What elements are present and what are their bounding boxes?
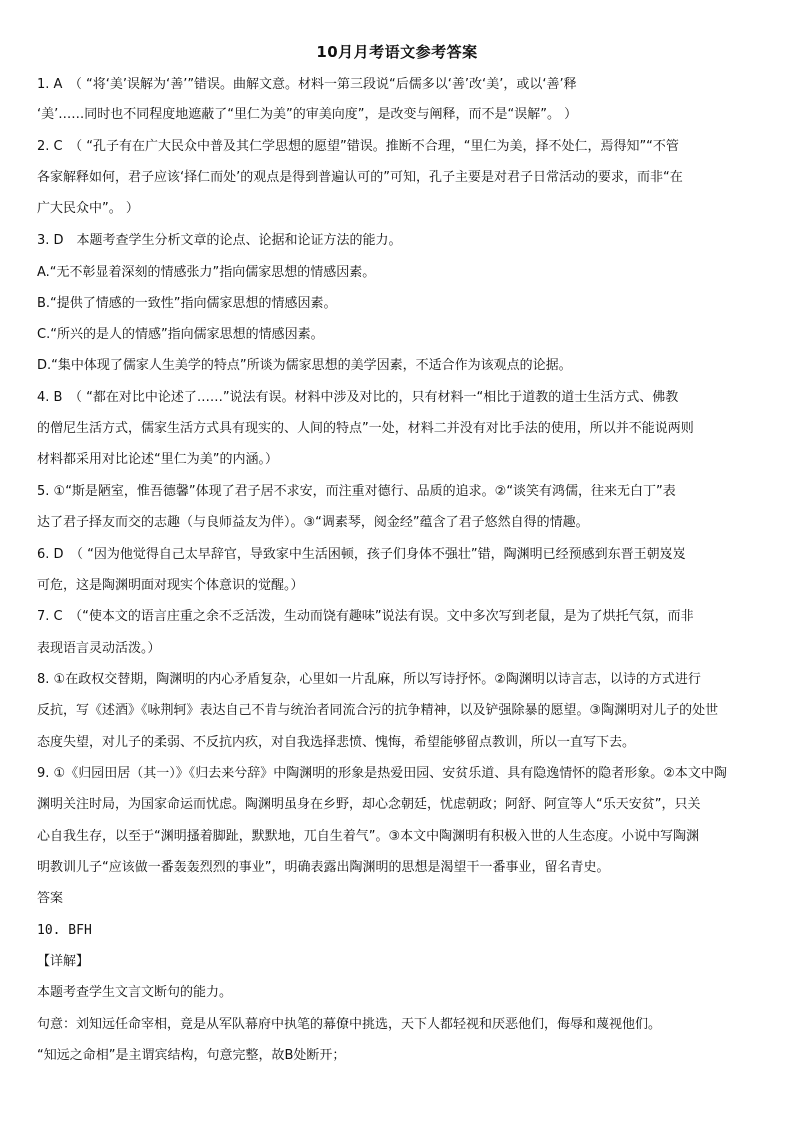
answer-3-option-a: A.“无不彰显着深刻的情感张力”指向儒家思想的情感因素。 [37,265,376,280]
answer-9-line-3: 心自我生存，以至于“渊明搔着脚趾，默默地，兀自生着气”。③本文中陶渊明有积极入世的人生态度。小说中写陶渊 [37,829,700,844]
answer-9-line-4: 明教训儿子“应该做一番轰轰烈烈的事业”，明确表露出陶渊明的思想是渴望干一番事业，留名青史。 [37,860,610,875]
answer-3-option-c: C.“所兴的是人的情感”指向儒家思想的情感因素。 [37,327,324,342]
answer-4-line-2: 的僧尼生活方式，儒家生活方式具有现实的、人间的特点”一处，材料二并没有对比手法的使用，所以并不能说两则 [37,421,694,436]
answer-6-line-2: 可危，这是陶渊明面对现实个体意识的觉醒。） [37,578,304,593]
detail-heading: 【详解】 [37,954,90,969]
answer-2-line-2: 各家解释如何，君子应该‘择仁而处’的观点是得到普遍认可的”可知，孔子主要是对君子日常活动的要求，而非“在 [37,170,683,185]
answer-2-line-3: 广大民众中”。 ） [37,201,139,216]
answer-10: 10. BFH [37,923,92,938]
answer-8-line-2: 反抗，写《述酒》《咏荆轲》表达自己不肯与统治者同流合污的抗争精神，以及铲强除暴的愿望。③陶渊明对儿子的处世 [37,703,719,718]
detail-line-2: 句意：刘知远任命宰相，竟是从军队幕府中执笔的幕僚中挑选，天下人都轻视和厌恶他们，侮辱和蔑视他们。 [37,1017,662,1032]
answer-7-line-2: 表现语言灵动活泼。） [37,641,161,656]
answer-5-line-2: 达了君子择友而交的志趣（与良师益友为伴）。③“调素琴，阅金经”蕴含了君子悠然自得的情趣。 [37,515,589,530]
answer-3-line-1: 3. D 本题考查学生分析文章的论点、论据和论证方法的能力。 [37,233,402,248]
detail-line-3: “知远之命相”是主谓宾结构，句意完整，故B处断开； [37,1048,346,1063]
answer-8-line-3: 态度失望，对儿子的柔弱、不反抗内疚，对自我选择悲愤、愧悔，希望能够留点教训，所以一直写下去。 [37,735,636,750]
page-title: 10月月考语文参考答案 [316,43,478,61]
answer-1-line-2: ‘美’……同时也不同程度地遮蔽了“里仁为美”的审美向度”，是改变与阐释，而不是“误解”。 ） [37,107,578,122]
answer-7-line-1: 7. C （“使本文的语言庄重之余不乏活泼，生动而饶有趣味”说法有误。文中多次写到老鼠，是为了烘托气氛，而非 [37,609,694,624]
answer-4-line-1: 4. B （ “都在对比中论述了……”说法有误。材料中涉及对比的，只有材料一“相比于道教的道士生活方式、佛教 [37,390,679,405]
detail-line-1: 本题考查学生文言文断句的能力。 [37,985,233,1000]
answer-8-line-1: 8. ①在政权交替期，陶渊明的内心矛盾复杂，心里如一片乱麻，所以写诗抒怀。②陶渊明以诗言志，以诗的方式进行 [37,672,701,687]
answer-1-line-1: 1. A （ “将‘美’误解为‘善’”错误。曲解文意。材料一第三段说“后儒多以‘善’改‘美’，或以‘善’释 [37,77,577,92]
answer-3-option-d: D.“集中体现了儒家人生美学的特点”所谈为儒家思想的美学因素，不适合作为该观点的论据。 [37,358,572,373]
answer-heading: 答案 [37,891,64,906]
answer-6-line-1: 6. D （ “因为他觉得自己太早辞官，导致家中生活困顿，孩子们身体不强壮”错，陶渊明已经预感到东晋王朝岌岌 [37,547,686,562]
answer-5-line-1: 5. ①“斯是陋室，惟吾德馨”体现了君子居不求安，而注重对德行、品质的追求。②“谈笑有鸿儒，往来无白丁”表 [37,484,676,499]
answer-3-option-b: B.“提供了情感的一致性”指向儒家思想的情感因素。 [37,296,337,311]
answer-9-line-2: 渊明关注时局，为国家命运而忧虑。陶渊明虽身在乡野，却心念朝廷，忧虑朝政；阿舒、阿宣等人“乐天安贫”，只关 [37,797,701,812]
answer-9-line-1: 9. ①《归园田居（其一）》《归去来兮辞》中陶渊明的形象是热爱田园、安贫乐道、具有隐逸情怀的隐者形象。②本文中陶 [37,766,727,781]
answer-2-line-1: 2. C （ “孔子有在广大民众中普及其仁学思想的愿望”错误。推断不合理，“里仁为美，择不处仁，焉得知”“不管 [37,139,679,154]
answer-4-line-3: 材料都采用对比论述“里仁为美”的内涵。） [37,452,278,467]
